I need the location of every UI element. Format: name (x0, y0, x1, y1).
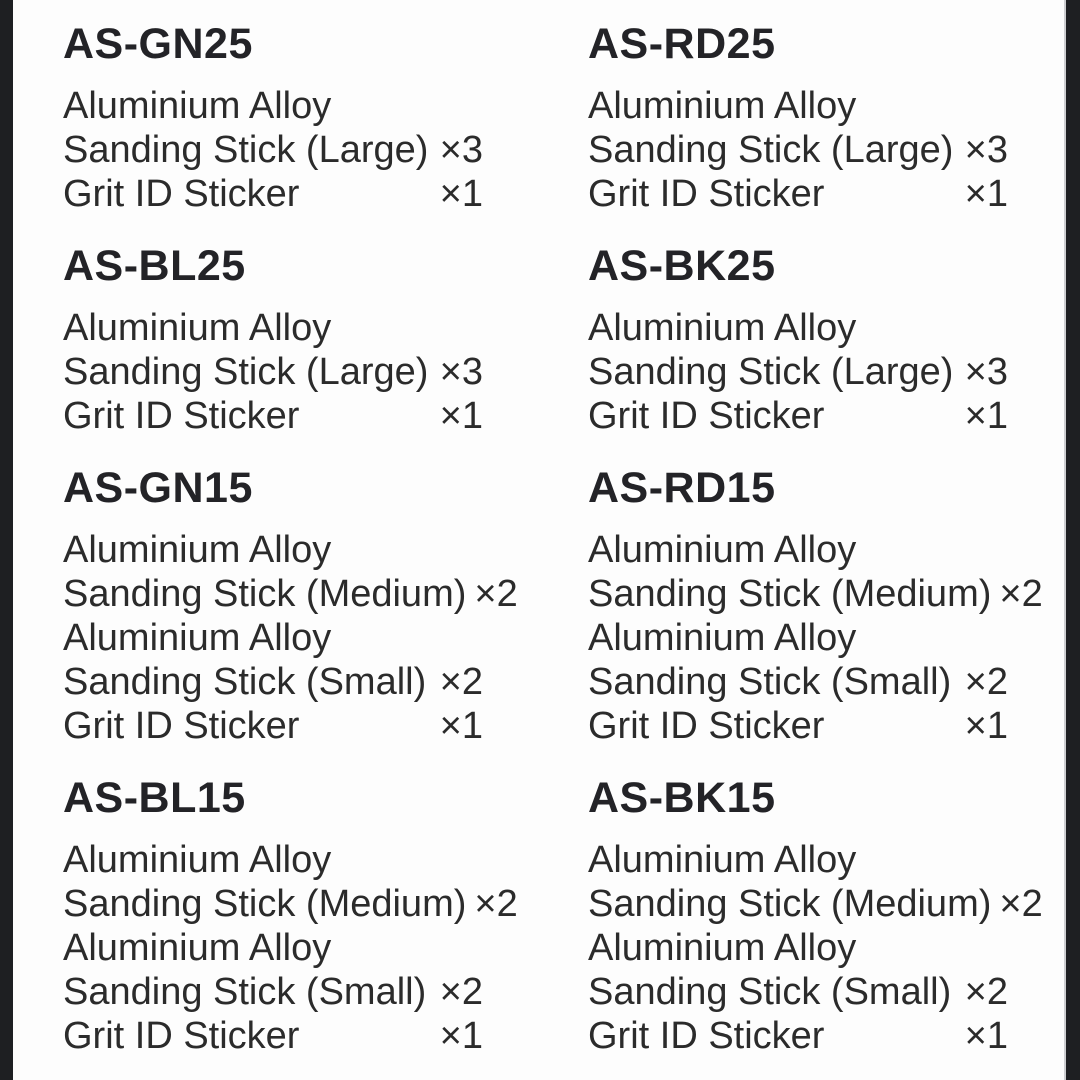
component-row (63, 394, 483, 438)
product-block-as-bk15 (588, 774, 1043, 1058)
component-row (588, 528, 1008, 572)
component-label: Grit ID Sticker (588, 1015, 825, 1057)
component-label: Grit ID Sticker (63, 395, 300, 437)
component-row (588, 616, 1008, 660)
product-code: AS-BL15 (63, 774, 246, 822)
component-qty: ×2 (439, 661, 483, 703)
component-row (588, 1014, 1008, 1058)
component-row (63, 306, 483, 350)
component-qty: ×2 (964, 661, 1008, 703)
component-qty: ×2 (474, 573, 518, 615)
component-qty: ×2 (964, 971, 1008, 1013)
component-label: Sanding Stick (Medium) (588, 883, 992, 925)
component-row (588, 838, 1008, 882)
component-row (63, 1014, 483, 1058)
product-code: AS-RD15 (588, 464, 776, 512)
component-row (63, 172, 483, 216)
product-code: AS-RD25 (588, 20, 776, 68)
component-label: Grit ID Sticker (588, 173, 825, 215)
product-block-as-bk25 (588, 242, 1008, 438)
component-row (588, 704, 1008, 748)
component-row (588, 128, 1008, 172)
component-label: Grit ID Sticker (588, 395, 825, 437)
component-row (588, 926, 1008, 970)
left-edge-bar (0, 0, 13, 1080)
component-row (63, 882, 518, 926)
component-label: Sanding Stick (Large) (588, 351, 954, 393)
component-qty: ×1 (964, 1015, 1008, 1057)
component-label: Grit ID Sticker (63, 173, 300, 215)
component-label: Sanding Stick (Large) (63, 129, 429, 171)
component-label: Sanding Stick (Medium) (588, 573, 992, 615)
component-qty: ×3 (439, 351, 483, 393)
component-label: Sanding Stick (Small) (63, 971, 427, 1013)
component-row (588, 660, 1008, 704)
component-label: Aluminium Alloy (588, 85, 857, 127)
product-code: AS-BK15 (588, 774, 776, 822)
component-label: Aluminium Alloy (588, 927, 857, 969)
product-code: AS-BL25 (63, 242, 246, 290)
product-block-as-rd15 (588, 464, 1043, 748)
component-row (588, 350, 1008, 394)
component-qty: ×1 (964, 173, 1008, 215)
component-label: Aluminium Alloy (63, 839, 332, 881)
component-label: Sanding Stick (Small) (588, 661, 952, 703)
component-label: Aluminium Alloy (588, 529, 857, 571)
component-label: Sanding Stick (Large) (588, 129, 954, 171)
component-row (63, 572, 518, 616)
component-row (588, 882, 1043, 926)
component-row (588, 970, 1008, 1014)
component-label: Grit ID Sticker (63, 705, 300, 747)
component-label: Sanding Stick (Small) (63, 661, 427, 703)
component-label: Grit ID Sticker (588, 705, 825, 747)
product-code: AS-GN15 (63, 464, 253, 512)
component-qty: ×2 (999, 883, 1043, 925)
component-row (588, 172, 1008, 216)
product-code: AS-BK25 (588, 242, 776, 290)
component-qty: ×1 (439, 705, 483, 747)
component-row (63, 926, 483, 970)
component-qty: ×3 (964, 351, 1008, 393)
component-qty: ×1 (964, 395, 1008, 437)
product-block-as-gn25 (63, 20, 483, 216)
product-code: AS-GN25 (63, 20, 253, 68)
component-row (588, 306, 1008, 350)
component-label: Aluminium Alloy (63, 307, 332, 349)
right-edge-bar (1064, 0, 1080, 1080)
component-label: Sanding Stick (Medium) (63, 883, 467, 925)
component-label: Sanding Stick (Large) (63, 351, 429, 393)
component-row (63, 660, 483, 704)
component-label: Aluminium Alloy (63, 529, 332, 571)
component-row (63, 838, 483, 882)
component-qty: ×1 (439, 395, 483, 437)
component-qty: ×3 (439, 129, 483, 171)
component-label: Aluminium Alloy (588, 839, 857, 881)
component-row (63, 128, 483, 172)
component-row (63, 84, 483, 128)
component-row (588, 394, 1008, 438)
product-block-as-gn15 (63, 464, 518, 748)
component-label: Grit ID Sticker (63, 1015, 300, 1057)
component-row (63, 616, 483, 660)
component-qty: ×2 (999, 573, 1043, 615)
product-spec-sheet (63, 20, 1043, 1058)
component-label: Sanding Stick (Small) (588, 971, 952, 1013)
component-label: Aluminium Alloy (588, 307, 857, 349)
component-row (588, 84, 1008, 128)
component-qty: ×2 (474, 883, 518, 925)
component-label: Sanding Stick (Medium) (63, 573, 467, 615)
component-qty: ×3 (964, 129, 1008, 171)
component-qty: ×1 (964, 705, 1008, 747)
component-row (63, 528, 483, 572)
component-label: Aluminium Alloy (63, 617, 332, 659)
component-row (63, 970, 483, 1014)
component-row (63, 350, 483, 394)
component-qty: ×1 (439, 1015, 483, 1057)
product-block-as-rd25 (588, 20, 1008, 216)
product-block-as-bl15 (63, 774, 518, 1058)
component-qty: ×2 (439, 971, 483, 1013)
component-label: Aluminium Alloy (588, 617, 857, 659)
product-block-as-bl25 (63, 242, 483, 438)
component-qty: ×1 (439, 173, 483, 215)
component-row (588, 572, 1043, 616)
component-label: Aluminium Alloy (63, 85, 332, 127)
component-row (63, 704, 483, 748)
component-label: Aluminium Alloy (63, 927, 332, 969)
